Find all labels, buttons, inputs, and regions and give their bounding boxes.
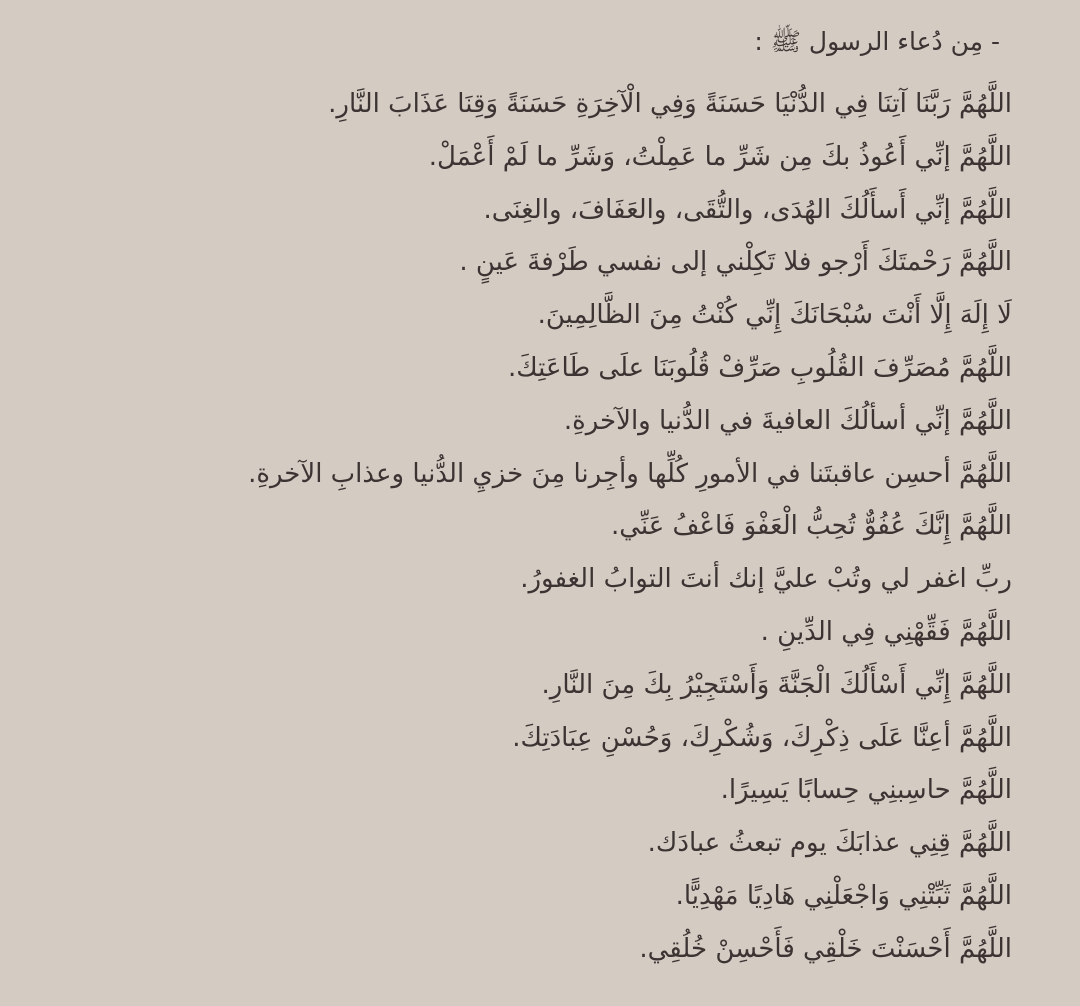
dua-line: اللَّهُمَّ رَحْمتَكَ أَرْجو فلا تَكِلْني إلى نفسي طَرْفةَ عَينٍ .: [459, 247, 1012, 278]
dua-line: اللَّهُمَّ إنِّي أَسأَلُكَ الهُدَى، والتُّقَى، والعَفَافَ، والغِنَى.: [483, 194, 1012, 225]
dua-line: اللَّهُمَّ مُصَرِّفَ القُلُوبِ صَرِّفْ قُلُوبَنَا علَى طَاعَتِكَ.: [507, 352, 1012, 383]
dua-line: اللَّهُمَّ أحسِن عاقبتَنا في الأمورِ كُلِّها وأجِرنا مِنَ خزيِ الدُّنيا وعذابِ الآخرةِ.: [248, 458, 1012, 489]
dua-line: اللَّهُمَّ إنِّي أَعُوذُ بكَ مِن شَرِّ ما عَمِلْتُ، وَشَرِّ ما لَمْ أَعْمَلْ.: [428, 141, 1012, 172]
dua-line: اللَّهُمَّ أعِنَّا عَلَى ذِكْرِكَ، وَشُكْرِكَ، وَحُسْنِ عِبَادَتِكَ.: [512, 722, 1012, 753]
dua-line: لَا إِلَهَ إِلَّا أَنْتَ سُبْحَانَكَ إِنِّي كُنْتُ مِنَ الظَّالِمِينَ.: [537, 300, 1012, 331]
page-heading: - مِن دُعاء الرسول ﷺ :: [754, 27, 1000, 56]
dua-line: اللَّهُمَّ قِنِي عذابَكَ يوم تبعثُ عبادَك.: [647, 828, 1012, 859]
dua-line: اللَّهُمَّ ثَبِّتْنِي وَاجْعَلْنِي هَادِيًا مَهْدِيًّا.: [675, 880, 1012, 911]
dua-line: ربِّ اغفر لي وتُبْ عليَّ إنك أنتَ التوابُ الغفورُ.: [520, 564, 1012, 595]
dua-line: اللَّهُمَّ إِنَّكَ عُفُوٌّ تُحِبُّ الْعَفْوَ فَاعْفُ عَنِّي.: [611, 511, 1012, 542]
dua-line: اللَّهُمَّ أَحْسَنْتَ خَلْقِي فَأَحْسِنْ خُلُقِي.: [639, 933, 1012, 964]
dua-line: اللَّهُمَّ إنِّي أسألُكَ العافيةَ في الدُّنيا والآخرةِ.: [563, 405, 1012, 436]
dua-line: اللَّهُمَّ حاسِبنِي حِسابًا يَسِيرًا.: [720, 775, 1012, 806]
dua-list: [152, 80, 1012, 978]
dua-line: اللَّهُمَّ رَبَّنَا آتِنَا فِي الدُّنْيَا حَسَنَةً وَفِي الْآخِرَةِ حَسَنَةً وَقِنَا عَذَابَ النَّارِ.: [328, 89, 1012, 119]
dua-line: اللَّهُمَّ إِنِّي أَسْأَلُكَ الْجَنَّةَ وَأَسْتَجِيْرُ بِكَ مِنَ النَّارِ.: [541, 669, 1012, 700]
dua-line: اللَّهُمَّ فَقِّهْنِي فِي الدِّينِ .: [760, 616, 1012, 647]
